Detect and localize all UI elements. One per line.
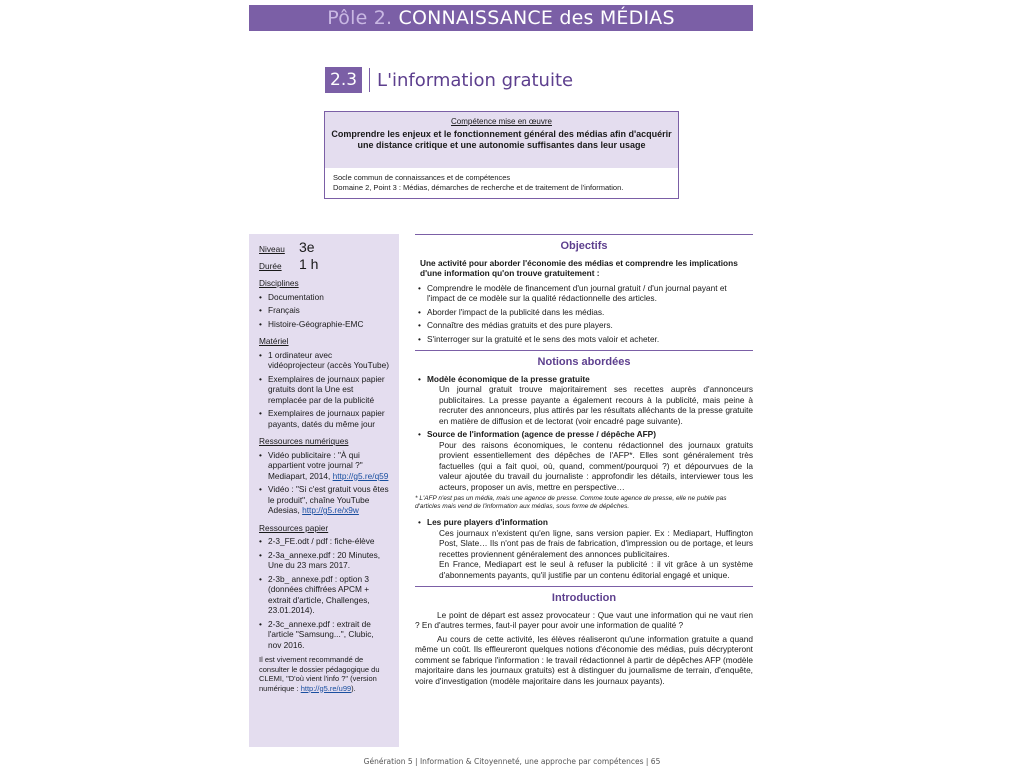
disciplines-list	[259, 292, 389, 330]
notion-2-title: • Source de l'information (agence de presse / dépêche AFP)	[427, 429, 656, 439]
section-number: 2.3	[325, 67, 362, 93]
list-item: • Comprendre le modèle de financement d'un journal gratuit / d'un journal payant et l'impact de ce modèle sur la qualité rédactionnelle des articles.	[415, 283, 753, 304]
list-item: • Exemplaires de journaux papier payants, datés du même jour	[259, 408, 389, 429]
list-item: • Exemplaires de journaux papier gratuits dont la Une est remplacée par de la publicité	[259, 374, 389, 406]
list-item: • 2-3c_annexe.pdf : extrait de l'article "Samsung...", Clubic, nov 2016.	[259, 619, 389, 651]
competence-header	[325, 112, 678, 168]
competence-text: Comprendre les enjeux et le fonctionnement général des médias afin d'acquérir une distance critique et une autonomie suffisantes dans leur usage	[331, 129, 672, 150]
list-item: • Français	[259, 305, 389, 316]
clemi-note	[259, 655, 389, 693]
list-item: • 2-3_FE.odt / pdf : fiche-élève	[259, 536, 389, 547]
ressource-2-text: Vidéo : "Si c'est gratuit vous êtes le produit", chaîne YouTube Adesias,	[268, 484, 389, 515]
list-item: • 2-3a_annexe.pdf : 20 Minutes, Une du 23 mars 2017.	[259, 550, 389, 571]
competence-label: Compétence mise en œuvre	[451, 117, 552, 126]
notion-1-text: Un journal gratuit trouve majoritairement ses recettes auprès d'annonceurs publicitaires. La presse payante a également recours à la publicité, mais peine à recruter des annonceurs, plus attirés par les résultats alléchants de la presse gratuite en matière de diffusion et de lectorat (voir encadré page suivante).	[439, 384, 753, 426]
notion-3-title: • Les pure players d'information	[427, 517, 548, 527]
list-item: • 2-3b_ annexe.pdf : option 3 (données chiffrées APCM + extrait d'article, Challenges, 23.01.2014).	[259, 574, 389, 616]
materiel-list	[259, 350, 389, 430]
notion-3-text-1: Ces journaux n'existent qu'en ligne, sans version papier. Ex : Mediapart, Huffington Post, Slate… Ils n'ont pas de frais de fabrication, d'impression ou de portage, et leurs recettes proviennent généralement des annonces publicitaires.	[439, 527, 753, 559]
list-item	[259, 484, 389, 516]
section-heading	[325, 67, 573, 93]
note-end: ).	[351, 683, 356, 693]
ressources-num-heading: Ressources numériques	[259, 436, 349, 446]
duree-label: Durée	[259, 260, 282, 271]
notions-list-2	[415, 517, 753, 580]
divider	[415, 586, 753, 587]
list-item: • Documentation	[259, 292, 389, 303]
duree-value: 1 h	[299, 255, 319, 272]
socle-line-2: Domaine 2, Point 3 : Médias, démarches de recherche et de traitement de l'information.	[333, 183, 624, 192]
pole-prefix: Pôle 2.	[327, 7, 393, 29]
afp-footnote: * L'AFP n'est pas un média, mais une agence de presse. Comme toute agence de presse, elle ne publie pas d'articles mais vend de l'information aux médias, sous forme de dépêches.	[415, 495, 727, 510]
ressource-1-text: Vidéo publicitaire : "À qui appartient votre journal ?" Mediapart, 2014,	[268, 449, 363, 481]
competence-box	[324, 111, 679, 199]
pole-title: CONNAISSANCE des MÉDIAS	[398, 7, 675, 29]
ressources-papier-list	[259, 536, 389, 650]
objectifs-title: Objectifs	[560, 240, 608, 252]
divider	[415, 350, 753, 351]
notion-1-title: • Modèle économique de la presse gratuite	[427, 373, 590, 384]
list-item	[415, 517, 753, 580]
note-link[interactable]: http://g5.re/u99	[300, 683, 352, 693]
notions-title: Notions abordées	[537, 356, 631, 368]
page-footer: Génération 5 | Information & Citoyenneté, une approche par compétences | 65	[363, 757, 661, 766]
objectifs-lead: Une activité pour aborder l'économie des médias et comprendre les implications d'une information qu'on trouve gratuitement :	[420, 257, 738, 278]
list-item: • Aborder l'impact de la publicité dans les médias.	[415, 307, 753, 318]
ressources-papier-heading: Ressources papier	[259, 522, 329, 533]
intro-paragraph-2: Au cours de cette activité, les élèves réaliseront qu'une information gratuite a quand même un coût. Ils effleureront quelques notions d'économie des médias, puis décrypteront comment se fabrique l'information : le travail rédactionnel à partir de dépêches AFP (modèle majoritaire dans les journaux gratuits) est à distinguer du journalisme de terrain, d'enquête, voire d'investigation (modèle majoritaire dans les journaux payants).	[415, 633, 753, 686]
notion-3-text-2: En France, Mediapart est le seul à refuser la publicité : il vit grâce à un système d'abonnements payants, qu'il justifie par un contenu éditorial engagé et unique.	[439, 559, 753, 580]
duree-row	[259, 255, 389, 272]
intro-paragraph-1: Le point de départ est assez provocateur : Que vaut une information qui ne vaut rien ? En d'autres termes, faut-il payer pour avoir une information de qualité ?	[415, 609, 753, 630]
notion-2-text: Pour des raisons économiques, le contenu rédactionnel des journaux gratuits provient essentiellement des dépêches de l'AFP*. Elles sont généralement très factuelles (qui a fait quoi, où, quand, comment/pourquoi ?) et dépourvues de la valeur ajoutée du travail du journaliste : approfondir les détails, interviewer tous les acteurs, proposer un avis, mettre en perspective…	[439, 439, 753, 492]
socle-info	[325, 168, 678, 193]
list-item: • Histoire-Géographie-EMC	[259, 319, 389, 330]
pole-banner	[249, 5, 753, 31]
divider	[415, 234, 753, 235]
list-item	[415, 374, 753, 427]
list-item	[259, 450, 389, 482]
sidebar-panel	[249, 234, 399, 747]
ressources-num-list	[259, 450, 389, 516]
materiel-heading: Matériel	[259, 336, 289, 346]
note-text: Il est vivement recommandé de consulter le dossier pédagogique du CLEMI, "D'où vient l'info ?" (version numérique :	[259, 655, 380, 693]
socle-line-1: Socle commun de connaissances et de compétences	[333, 173, 511, 182]
list-item: • Connaître des médias gratuits et des pure players.	[415, 320, 753, 331]
notions-list	[415, 374, 753, 493]
niveau-row	[259, 239, 389, 255]
list-item: • 1 ordinateur avec vidéoprojecteur (accès YouTube)	[259, 350, 389, 371]
niveau-value: 3e	[299, 239, 315, 255]
list-item	[415, 429, 753, 492]
objectifs-list	[415, 283, 753, 345]
intro-title: Introduction	[551, 592, 617, 604]
ressource-2-link[interactable]: http://g5.re/x9w	[302, 505, 359, 515]
main-content	[415, 234, 753, 689]
section-title: L'information gratuite	[377, 69, 574, 91]
list-item: • S'interroger sur la gratuité et le sens des mots valoir et acheter.	[415, 334, 753, 345]
disciplines-heading: Disciplines	[259, 278, 299, 288]
niveau-label: Niveau	[259, 244, 285, 254]
ressource-1-link[interactable]: http://g5.re/q59	[332, 470, 389, 481]
section-divider	[369, 68, 370, 92]
